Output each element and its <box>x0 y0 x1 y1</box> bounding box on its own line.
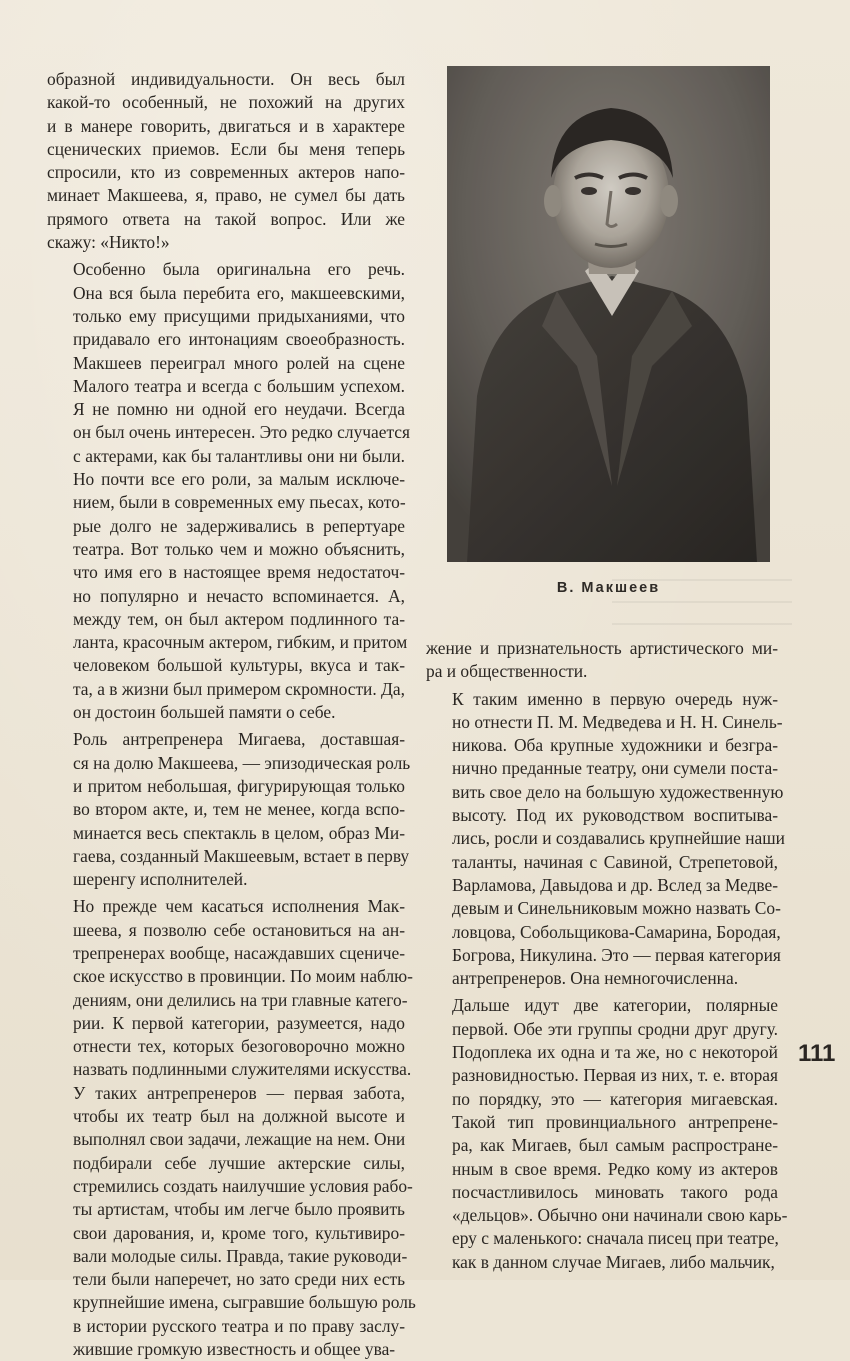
text-line: отнести тех, которых безоговорочно можно <box>73 1036 405 1057</box>
text-line: еру с маленького: сначала писец при театре, <box>452 1228 779 1249</box>
text-line: стремились создать наилучшие условия рабо- <box>73 1175 413 1196</box>
text-line: только ему присущими придыханиями, что <box>73 305 405 326</box>
text-line: минает Макшеева, я, право, не сумел бы дать <box>47 185 405 206</box>
text-line: но популярно и нечасто вспоминается. А, <box>73 585 405 606</box>
text-line: Макшеев переиграл много ролей на сцене <box>73 352 405 373</box>
text-line: и в манере говорить, двигаться и в характере <box>47 115 405 136</box>
text-line: подбирали себе лучшие актерские силы, <box>73 1152 405 1173</box>
text-line: рии. К первой категории, разумеется, надо <box>73 1012 405 1033</box>
text-line: ра, как Мигаев, был самым распростране- <box>452 1135 778 1156</box>
text-line: тели были наперечет, но зато среди них есть <box>73 1269 405 1290</box>
text-line: Такой тип провинциального антрепрене- <box>452 1111 778 1132</box>
text-line: жившие громкую известность и общее ува- <box>73 1339 396 1360</box>
text-line: шеренгу исполнителей. <box>73 869 248 890</box>
text-line: он достоин большей памяти о себе. <box>73 702 336 723</box>
text-line: театра. Вот только чем и можно объяснить, <box>73 538 405 559</box>
text-line: спросили, кто из современных актеров напо- <box>47 162 405 183</box>
text-line: жение и признательность артистического ми- <box>426 638 778 658</box>
bleed-through-text <box>612 565 792 625</box>
text-line: Малого театра и всегда с большим успехом. <box>73 375 405 396</box>
text-line: Варламова, Давыдова и др. Вслед за Медве- <box>452 874 779 895</box>
text-line: трепренерах вообще, насаждавших сцениче- <box>73 942 405 963</box>
paragraph <box>47 258 410 724</box>
text-line: К таким именно в первую очередь нуж- <box>452 688 778 709</box>
text-line: никова. Оба крупные художники и безгра- <box>452 735 778 756</box>
text-line: но отнести П. М. Медведева и Н. Н. Синель- <box>452 711 783 732</box>
text-line: выполнял свои задачи, лежащие на нем. Они <box>73 1129 406 1150</box>
text-line: нным в свое время. Редко кому из актеров <box>452 1158 778 1179</box>
text-line: гаева, созданный Макшеевым, встает в перву <box>73 845 410 866</box>
text-line: дениям, они делились на три главные катего- <box>73 989 408 1010</box>
text-line: Я не помню ни одной его неудачи. Всегда <box>73 399 405 420</box>
text-line: лись, росли и создавались крупнейшие наши <box>452 828 785 849</box>
text-line: он был очень интересен. Это редко случается <box>73 422 410 443</box>
paragraph <box>47 895 416 1361</box>
text-line: Богрова, Никулина. Это — первая категория <box>452 944 781 965</box>
text-line: Особенно была оригинальна его речь. <box>73 259 405 280</box>
paragraph <box>47 68 405 254</box>
text-line: Роль антрепренера Мигаева, доставшая- <box>73 729 405 750</box>
right-text-column <box>426 637 788 1274</box>
text-line: нием, были в современных ему пьесах, кото- <box>73 492 406 513</box>
portrait-photo <box>447 66 770 562</box>
text-line: девым и Синельниковым можно назвать Со- <box>452 898 781 919</box>
paragraph <box>47 728 411 891</box>
text-line: как в данном случае Мигаев, либо мальчик, <box>452 1251 775 1272</box>
text-line: назвать подлинными служителями искусства. <box>73 1059 412 1080</box>
text-line: вить свое дело на большую художественную <box>452 781 784 802</box>
text-line: Подоплека их одна и та же, но с некоторой <box>452 1042 778 1063</box>
text-line: минается весь спектакль в целом, образ Ми- <box>73 822 405 843</box>
text-line: крупнейшие имена, сыгравшие большую роль <box>73 1292 416 1313</box>
text-line: Но почти все его роли, за малым исключе- <box>73 469 405 490</box>
text-line: шеева, я позволю себе остановиться на ан- <box>73 919 405 940</box>
paragraph <box>426 637 778 684</box>
text-line: У таких антрепренеров — первая забота, <box>73 1082 405 1103</box>
text-line: таланты, начиная с Савиной, Стрепетовой, <box>452 851 778 872</box>
text-line: Дальше идут две категории, полярные <box>452 995 778 1016</box>
text-line: антрепренеров. Она немногочисленна. <box>452 968 739 989</box>
text-line: прямого ответа на такой вопрос. Или же <box>47 208 405 229</box>
text-line: свои дарования, и, кроме того, культивиро- <box>73 1222 405 1243</box>
text-line: вали молодые силы. Правда, такие руководи- <box>73 1245 408 1266</box>
portrait-image <box>447 66 770 562</box>
text-line: первой. Обе эти группы сродни друг другу. <box>452 1018 778 1039</box>
text-line: ты артистам, чтобы им легче было проявить <box>73 1199 405 1220</box>
text-line: ловцова, Собольщикова-Самарина, Бородая, <box>452 921 781 942</box>
text-line: ся на долю Макшеева, — эпизодическая роль <box>73 752 411 773</box>
left-text-column <box>47 68 416 1361</box>
text-line: и притом небольшая, фигурирующая только <box>73 775 405 796</box>
text-line: скажу: «Никто!» <box>47 232 170 253</box>
text-line: та, а в жизни был примером скромности. Да, <box>73 678 405 699</box>
page-number: 111 <box>798 1040 836 1067</box>
text-line: человеком большой культуры, вкуса и так- <box>73 655 405 676</box>
text-line: с актерами, как бы талантливы они ни были. <box>73 445 405 466</box>
paragraph <box>426 994 788 1274</box>
text-line: посчастливилось миновать такого рода <box>452 1181 778 1202</box>
text-line: «дельцов». Обычно они начинали свою карь- <box>452 1205 788 1226</box>
text-line: ское искусство в провинции. По моим наблю- <box>73 966 413 987</box>
text-line: придавало его интонациям своеобразность. <box>73 329 405 350</box>
text-line: Она вся была перебита его, макшеевскими, <box>73 282 405 303</box>
text-line: в истории русского театра и по праву заслу- <box>73 1315 405 1336</box>
text-line: между тем, он был актером подлинного та- <box>73 608 405 629</box>
text-line: разновидностью. Первая из них, т. е. вторая <box>452 1065 778 1086</box>
photo-caption: В. Макшеев <box>556 580 661 596</box>
text-line: по порядку, это — категория мигаевская. <box>452 1088 778 1109</box>
text-line: образной индивидуальности. Он весь был <box>47 69 405 89</box>
text-line: во втором акте, и, тем не менее, когда вспо- <box>73 799 405 820</box>
text-line: ра и общественности. <box>426 661 588 682</box>
text-line: рые долго не задерживались в репертуаре <box>73 515 405 536</box>
text-line: нично преданные театру, они сумели поста- <box>452 758 778 779</box>
text-line: какой-то особенный, не похожий на других <box>47 92 405 113</box>
text-line: чтобы их театр был на должной высоте и <box>73 1106 405 1127</box>
text-line: ланта, красочным актером, гибким, и притом <box>73 632 408 653</box>
text-line: сценических приемов. Если бы меня теперь <box>47 138 405 159</box>
paragraph <box>426 688 785 991</box>
text-line: высоту. Под их руководством воспитыва- <box>452 805 778 826</box>
text-line: Но прежде чем касаться исполнения Мак- <box>73 896 405 917</box>
text-line: что имя его в настоящее время недостаточ- <box>73 562 405 583</box>
